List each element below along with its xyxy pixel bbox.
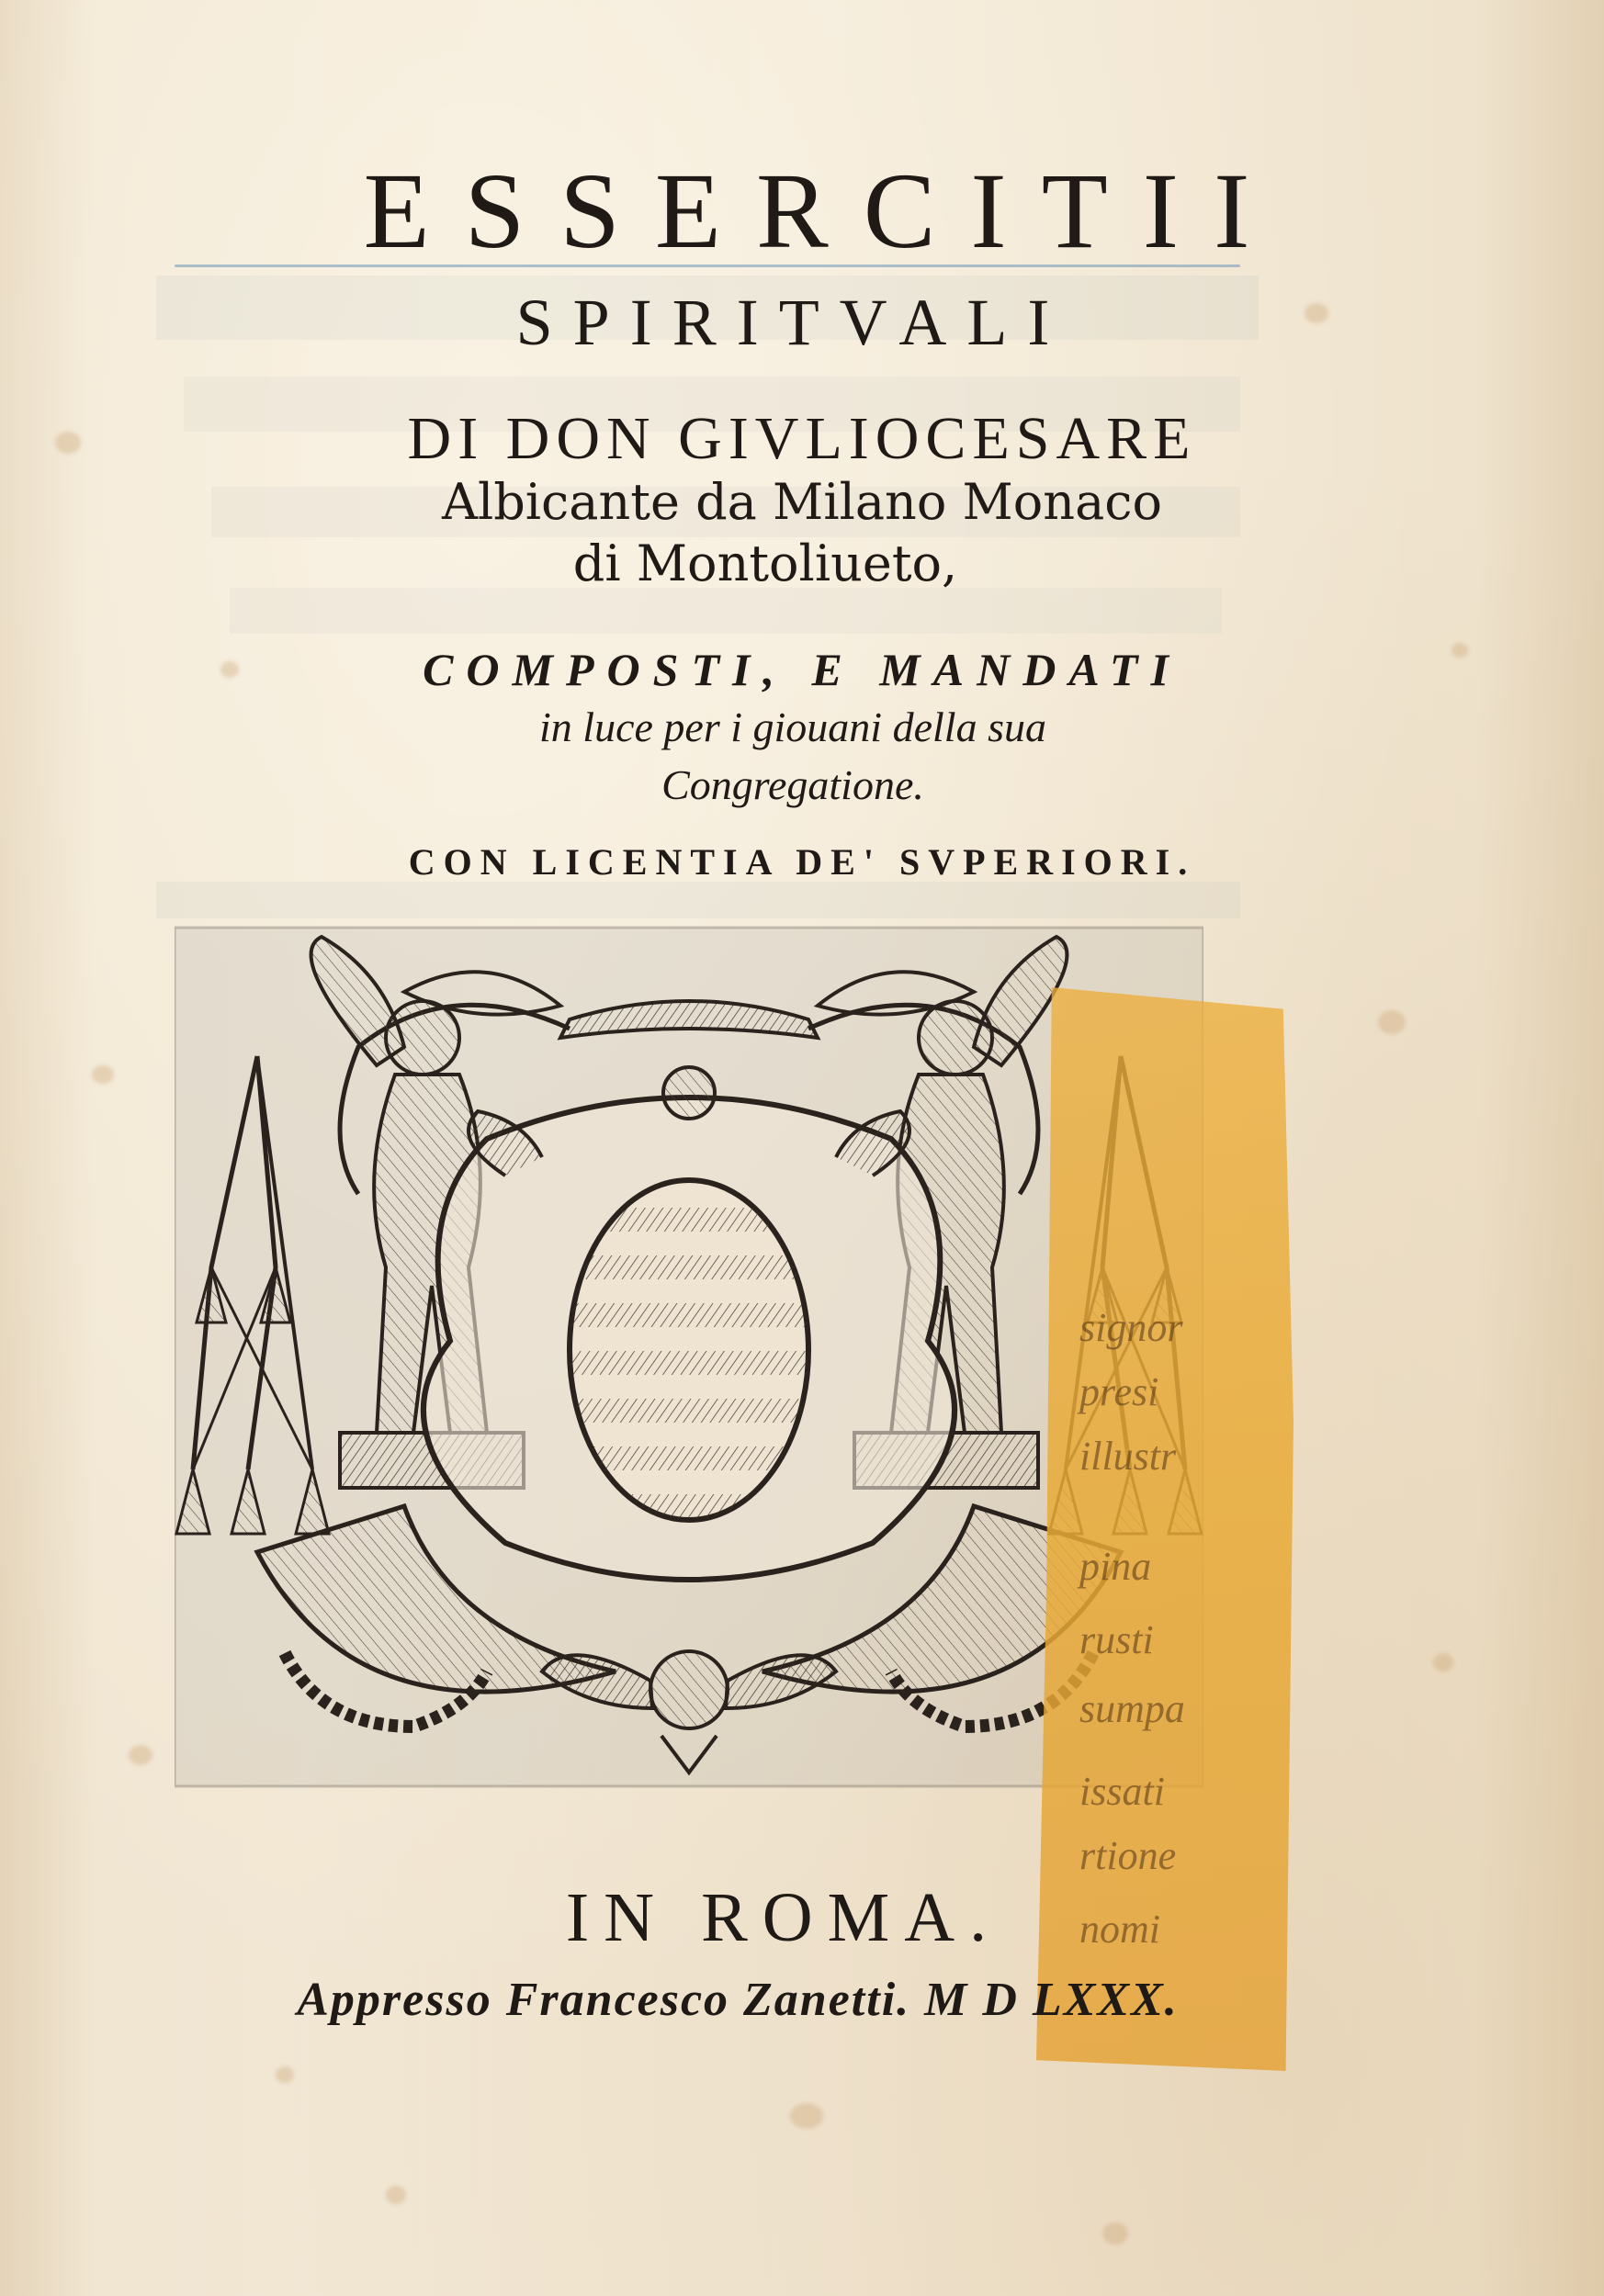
foxing-stain (1433, 1653, 1453, 1671)
foxing-stain (129, 1745, 152, 1765)
tape-word: nomi (1079, 1907, 1160, 1952)
foxing-stain (276, 2066, 294, 2083)
foxing-stain (92, 1065, 114, 1084)
foxing-stain (386, 2186, 406, 2204)
imprint-city: IN ROMA. (565, 1879, 1002, 1956)
tape-word: presi (1079, 1369, 1159, 1414)
tape-word: sumpa (1079, 1686, 1185, 1731)
imprint-line: Appresso Francesco Zanetti. M D LXXX. (297, 1974, 1179, 2026)
tape-word: rusti (1079, 1617, 1154, 1662)
composition-line-1: COMPOSTI, E MANDATI (423, 644, 1181, 695)
tape-word: signor (1079, 1305, 1183, 1350)
book-subtitle: SPIRITVALI (515, 286, 1070, 359)
author-line: DI DON GIVLIOCESARE (407, 405, 1197, 472)
show-through-band (230, 588, 1222, 634)
foxing-stain (790, 2103, 823, 2129)
show-through-band (156, 882, 1240, 918)
foxing-stain (1102, 2223, 1128, 2245)
book-title: ESSERCITII (363, 151, 1285, 271)
tape-word: illustr (1079, 1434, 1177, 1479)
tape-word: issati (1079, 1769, 1165, 1814)
author-detail-2: di Montoliueto, (572, 535, 958, 592)
composition-line-2: in luce per i giouani della sua (539, 703, 1046, 750)
composition-line-3: Congregatione. (661, 761, 924, 808)
foxing-stain (1378, 1010, 1406, 1034)
tape-word: rtione (1079, 1833, 1177, 1878)
tape-word: pina (1079, 1544, 1152, 1589)
license-line: CON LICENTIA DE' SVPERIORI. (408, 841, 1196, 883)
author-detail-1: Albicante da Milano Monaco (441, 473, 1163, 531)
